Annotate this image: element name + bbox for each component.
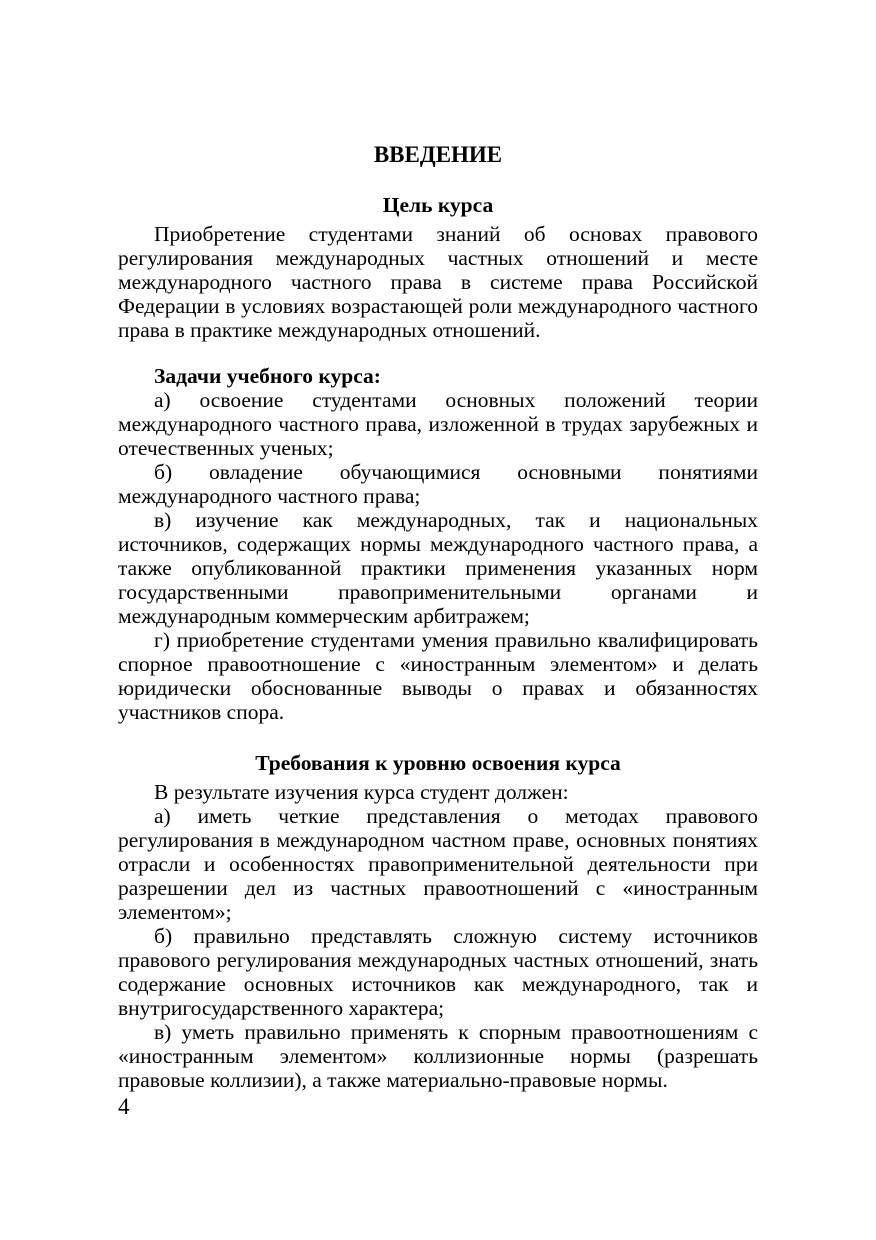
goal-text: Приобретение студентами знаний об основах правового регулирования международных частных отношений и месте международного частного права в системе права Российской Федерации в условиях возрастающей роли международного частного права в практике международных отношений. <box>118 222 758 342</box>
task-item-b: б) овладение обучающимися основными понятиями международного частного права; <box>118 460 758 508</box>
requirement-item-a: а) иметь четкие представления о методах правового регулирования в международном частном праве, основных понятиях отрасли и особенностях правоприменительной деятельности при разрешении дел из частных правоотношений с «иностранным элементом»; <box>118 804 758 924</box>
requirements-intro: В результате изучения курса студент должен: <box>154 780 569 804</box>
task-item-g: г) приобретение студентами умения правильно квалифицировать спорное правоотношение с «иностранным элементом» и делать юридически обоснованные выводы о правах и обязанностях участников спора. <box>118 628 758 724</box>
page-title: ВВЕДЕНИЕ <box>373 142 503 167</box>
requirement-item-b: б) правильно представлять сложную систему источников правового регулирования международных частных отношений, знать содержание основных источников как международного, так и внутригосударственного характера; <box>118 924 758 1020</box>
goal-heading: Цель курса <box>382 193 494 217</box>
task-item-v: в) изучение как международных, так и национальных источников, содержащих нормы международного частного права, а также опубликованной практики применения указанных норм государственными правоприменительными органами и международным коммерческим арбитражем; <box>118 508 758 628</box>
tasks-heading: Задачи учебного курса: <box>154 364 381 388</box>
requirements-heading: Требования к уровню освоения курса <box>255 751 621 775</box>
page-number: 4 <box>118 1094 130 1119</box>
task-item-a: а) освоение студентами основных положений теории международного частного права, изложенной в трудах зарубежных и отечественных ученых; <box>118 388 758 460</box>
requirement-item-v: в) уметь правильно применять к спорным правоотношениям с «иностранным элементом» коллизионные нормы (разрешать правовые коллизии), а также материально-правовые нормы. <box>118 1020 758 1092</box>
section-spacer <box>118 724 758 750</box>
page-content <box>118 140 758 1092</box>
